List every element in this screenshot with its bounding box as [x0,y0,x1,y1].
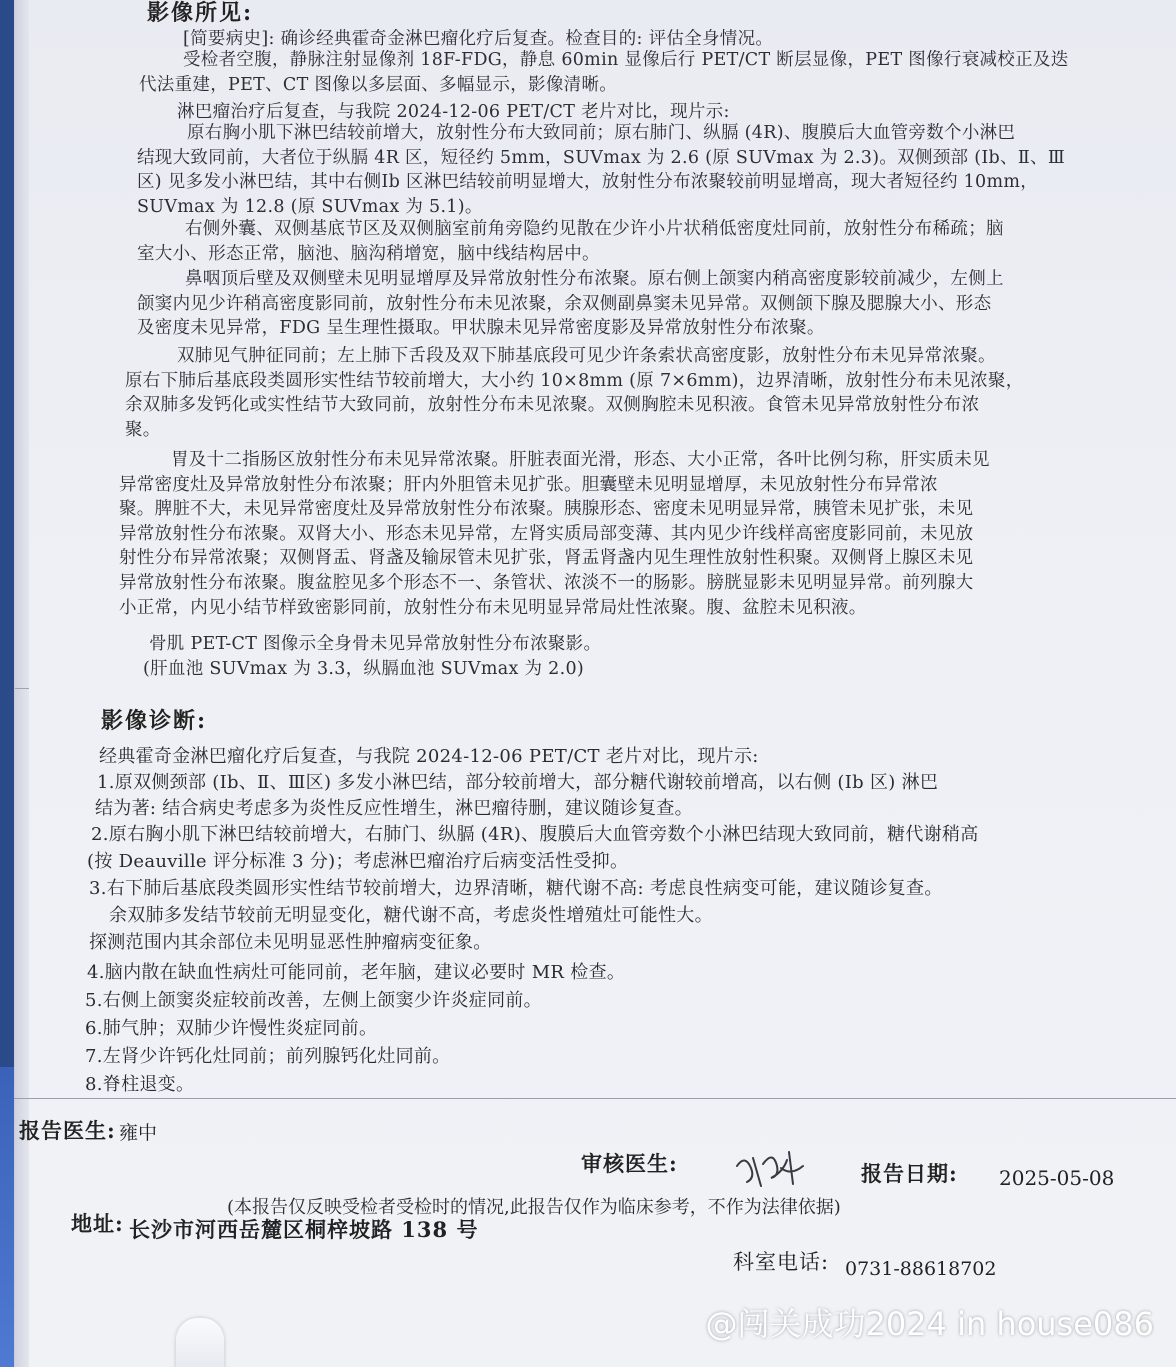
diagnosis-item-2a: 2.原右胸小肌下淋巴结较前增大，右肺门、纵膈 (4R)、腹膜后大血管旁数个小淋巴结现大致同前，糖代谢稍高 [91,824,979,845]
diagnosis-item-7: 7.左肾少许钙化灶同前；前列腺钙化灶同前。 [85,1046,451,1067]
lymph-line-2: 结现大致同前，大者位于纵膈 4R 区，短径约 5mm，SUVmax 为 2.6 (原 SUVmax 为 2.3)。双侧颈部 (Ⅰb、Ⅱ、Ⅲ [137,147,1066,168]
brain-line-1: 右侧外囊、双侧基底节区及双侧脑室前角旁隐约见散在少许小片状稍低密度灶同前，放射性分布稀疏；脑 [185,219,1004,239]
method-line-1: 受检者空腹，静脉注射显像剂 18F-FDG，静息 60min 显像后行 PET/CT 断层显像，PET 图像行衰减校正及迭 [183,50,1069,70]
diagnosis-item-1b: 结为著: 结合病史考虑多为炎性反应性增生，淋巴瘤待删，建议随诊复查。 [95,798,693,819]
review-doctor-signature [733,1146,807,1188]
address-value: 长沙市河西岳麓区桐梓坡路 138 号 [129,1217,479,1242]
lung-line-4: 聚。 [125,419,161,440]
diagnosis-item-3c: 探测范围内其余部位未见明显恶性肿瘤病变征象。 [89,932,492,953]
watermark-text: @闯关成功2024 in house086 [705,1305,1154,1343]
diagnosis-item-1a: 1.原双侧颈部 (Ⅰb、Ⅱ、Ⅲ区) 多发小淋巴结，部分较前增大，部分糖代谢较前增高，以右侧 (Ⅰb 区) 淋巴 [97,772,939,793]
lung-line-1: 双肺见气肿征同前；左上肺下舌段及双下肺基底段可见少许条索状高密度影，放射性分布未见异常浓聚。 [177,346,996,366]
headneck-line-1: 鼻咽顶后壁及双侧壁未见明显增厚及异常放射性分布浓聚。原右侧上颌窦内稍高密度影较前减少，左侧上 [185,269,1004,289]
pen-object [176,1318,224,1367]
diagnosis-item-4: 4.脑内散在缺血性病灶可能同前，老年脑，建议必要时 MR 检查。 [87,962,626,983]
address-label: 地址: [71,1211,124,1236]
diagnosis-title: 影像诊断: [101,708,208,734]
diagnosis-item-2b: (按 Deauville 评分标准 3 分)；考虑淋巴瘤治疗后病变活性受抑。 [87,851,629,872]
lung-line-2: 原右下肺后基底段类圆形实性结节较前增大，大小约 10×8mm (原 7×6mm)，边界清晰，放射性分布未见浓聚， [125,370,1024,391]
footer-divider [14,1098,1176,1099]
abdomen-line-5: 射性分布异常浓聚；双侧肾盂、肾盏及输尿管未见扩张，肾盂肾盏内见生理性放射性积聚。双侧肾上腺区未见 [119,548,974,569]
method-line-2: 代法重建，PET、CT 图像以多层面、多幅显示，影像清晰。 [139,74,618,95]
history-line: [简要病史]: 确诊经典霍奇金淋巴瘤化疗后复查。检查目的: 评估全身情况。 [183,29,774,49]
lung-paragraph [125,344,1024,442]
review-doctor-label: 审核医生: [581,1151,678,1176]
diagnosis-item-6: 6.肺气肿；双肺少许慢性炎症同前。 [85,1018,378,1039]
report-date-label: 报告日期: [861,1161,958,1186]
bone-line: 骨肌 PET-CT 图像示全身骨未见异常放射性分布浓聚影。 [149,634,602,654]
diagnosis-item-3a: 3.右下肺后基底段类圆形实性结节较前增大，边界清晰，糖代谢不高: 考虑良性病变可能，建议随诊复查。 [89,878,943,899]
diagnosis-intro: 经典霍奇金淋巴瘤化疗后复查，与我院 2024-12-06 PET/CT 老片对比，现片示: [99,746,759,767]
lymph-line-1: 原右胸小肌下淋巴结较前增大，放射性分布大致同前；原右肺门、纵膈 (4R)、腹膜后大血管旁数个小淋巴 [187,123,1016,143]
headneck-line-3: 及密度未见异常，FDG 呈生理性摄取。甲状腺未见异常密度影及异常放射性分布浓聚。 [137,318,825,339]
blood-pool-line: (肝血池 SUVmax 为 3.3，纵膈血池 SUVmax 为 2.0) [143,659,585,679]
brain-paragraph [137,217,1004,266]
abdomen-line-4: 异常放射性分布浓聚。双肾大小、形态未见异常，左肾实质局部变薄、其内见少许线样高密度影同前，未见放 [119,523,974,544]
abdomen-paragraph [119,448,990,620]
phone-value: 0731-88618702 [845,1258,997,1280]
abdomen-line-3: 聚。脾脏不大，未见异常密度灶及异常放射性分布浓聚。胰腺形态、密度未见明显异常，胰管未见扩张，未见 [119,499,974,520]
abdomen-line-2: 异常密度灶及异常放射性分布浓聚；肝内外胆管未见扩张。胆囊壁未见明显增厚，未见放射性分布异常浓 [119,474,938,495]
findings-title: 影像所见: [147,0,254,26]
page-binding-edge [15,0,29,1367]
headneck-line-2: 颌窦内见少许稍高密度影同前，放射性分布未见浓聚，余双侧副鼻窦未见异常。双侧颌下腺及腮腺大小、形态 [137,293,992,314]
lymph-line-3: 区) 见多发小淋巴结，其中右侧Ⅰb 区淋巴结较前明显增大，放射性分布浓聚较前明显增高，现大者短径约 10mm， [137,172,1039,193]
report-date-value: 2025-05-08 [999,1166,1115,1190]
abdomen-line-1: 胃及十二指肠区放射性分布未见异常浓聚。肝脏表面光滑，形态、大小正常，各叶比例匀称，肝实质未见 [171,450,990,470]
lymph-paragraph [137,121,1065,219]
diagnosis-item-3b: 余双肺多发结节较前无明显变化，糖代谢不高，考虑炎性增殖灶可能性大。 [109,905,713,926]
disclaimer-text: (本报告仅反映受检者受检时的情况,此报告仅作为临床参考，不作为法律依据) [227,1197,841,1218]
abdomen-line-7: 小正常，内见小结节样致密影同前，放射性分布未见明显异常局灶性浓聚。腹、盆腔未见积液。 [119,597,867,618]
abdomen-line-6: 异常放射性分布浓聚。腹盆腔见多个形态不一、条管状、浓淡不一的肠影。膀胱显影未见明显异常。前列腺大 [119,572,974,593]
method-paragraph [139,48,1069,97]
page-fold-mark [15,688,29,689]
brain-line-2: 室大小、形态正常，脑池、脑沟稍增宽，脑中线结构居中。 [137,243,600,264]
diagnosis-item-8: 8.脊柱退变。 [85,1074,195,1095]
phone-label: 科室电话: [733,1250,830,1274]
lymph-line-4: SUVmax 为 12.8 (原 SUVmax 为 5.1)。 [137,196,483,217]
report-doctor-name: 雍中 [119,1122,158,1144]
headneck-paragraph [137,267,1004,341]
report-doctor-label: 报告医生: [19,1118,116,1143]
lung-line-3: 余双肺多发钙化或实性结节大致同前，放射性分布未见浓聚。双侧胸腔未见积液。食管未见异常放射性分布浓 [125,395,980,416]
diagnosis-item-5: 5.右侧上颌窦炎症较前改善，左侧上颌窦少许炎症同前。 [85,990,542,1011]
compare-line: 淋巴瘤治疗后复查，与我院 2024-12-06 PET/CT 老片对比，现片示: [177,102,730,122]
report-page [14,0,1176,1367]
